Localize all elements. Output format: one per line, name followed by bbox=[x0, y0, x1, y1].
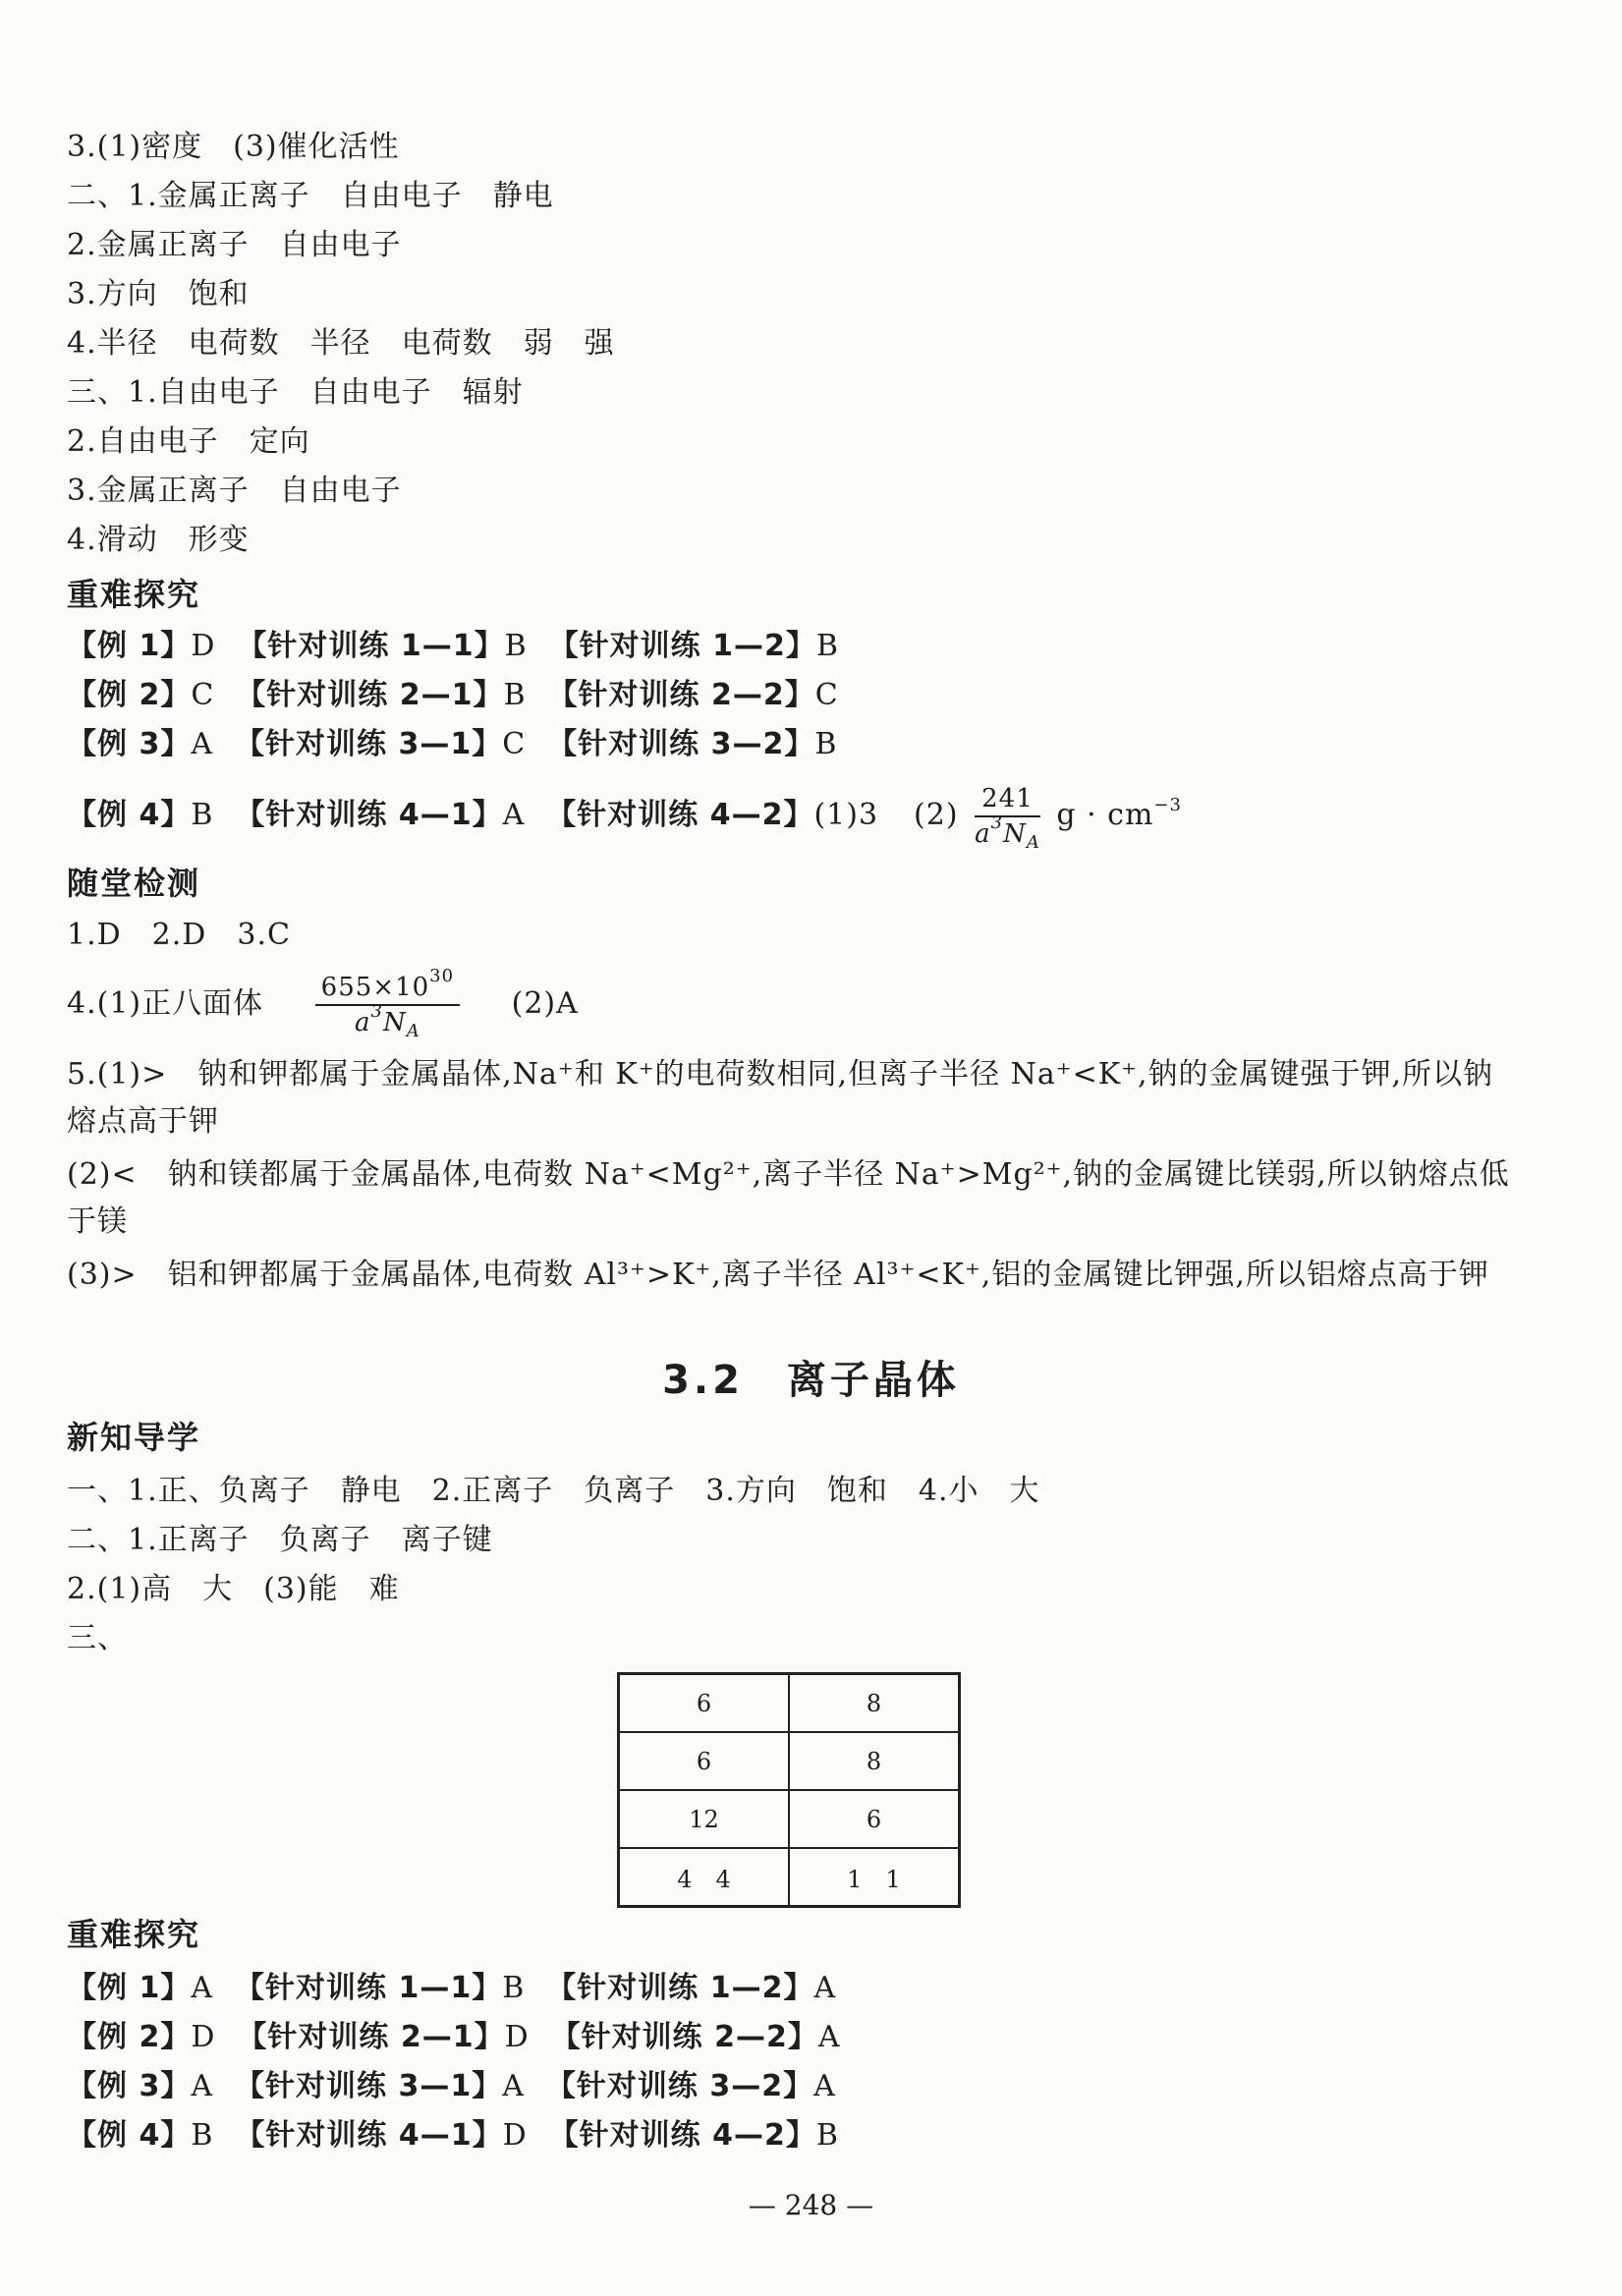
training-label: 【针对训练 2—1】 bbox=[236, 678, 504, 712]
answer: (1)3 bbox=[813, 798, 879, 832]
answer-paragraph: 5.(1)> 钠和钾都属于金属晶体,Na⁺和 K⁺的电荷数相同,但离子半径 Na⁺<K⁺,钠的金属键强于钾,所以钠熔点高于钾 bbox=[67, 1057, 1494, 1139]
section-heading: 重难探究 bbox=[67, 576, 201, 613]
example-label: 【例 2】 bbox=[67, 678, 192, 712]
answer-row bbox=[67, 627, 839, 666]
answer-line: 2.自由电子 定向 bbox=[67, 424, 310, 459]
example-label: 【例 2】 bbox=[67, 2020, 192, 2054]
answer: B bbox=[191, 2118, 214, 2153]
training-label: 【针对训练 1—1】 bbox=[237, 629, 505, 663]
table-cell: 6 bbox=[619, 1732, 790, 1790]
answer: B bbox=[503, 678, 527, 712]
section-heading: 重难探究 bbox=[67, 1916, 201, 1953]
answer-row bbox=[67, 2067, 836, 2106]
answer-row bbox=[67, 2116, 839, 2156]
section-heading: 随堂检测 bbox=[67, 865, 201, 902]
answer: C bbox=[191, 678, 215, 712]
answer-line: 一、1.正、负离子 静电 2.正离子 负离子 3.方向 饱和 4.小 大 bbox=[67, 1474, 1040, 1508]
section-heading: 新知导学 bbox=[67, 1419, 201, 1456]
table-cell: 12 bbox=[619, 1790, 790, 1848]
answer-line: 二、1.金属正离子 自由电子 静电 bbox=[67, 179, 554, 213]
answer-row bbox=[67, 1969, 836, 2008]
table-cell: 4 4 bbox=[619, 1848, 790, 1907]
fraction-denominator: $a^3N_A$ bbox=[355, 1001, 420, 1041]
table-cell: 6 bbox=[789, 1790, 960, 1848]
table-row bbox=[619, 1732, 960, 1790]
answer-row bbox=[67, 725, 837, 764]
answer: D bbox=[502, 2118, 528, 2153]
answer: A bbox=[813, 2069, 836, 2103]
table-cell: 8 bbox=[789, 1674, 960, 1733]
answer: 4.(1)正八面体 bbox=[67, 986, 264, 1021]
answer: B bbox=[815, 2118, 839, 2153]
training-label: 【针对训练 3—1】 bbox=[235, 2069, 503, 2103]
table-row bbox=[619, 1790, 960, 1848]
answer-paragraph: (2)< 钠和镁都属于金属晶体,电荷数 Na⁺<Mg²⁺,离子半径 Na⁺>Mg²⁺,钠的金属键比镁弱,所以钠熔点低于镁 bbox=[67, 1157, 1510, 1239]
answer: B bbox=[814, 727, 838, 761]
fraction-denominator: $a^3N_A$ bbox=[975, 812, 1040, 853]
table-row bbox=[619, 1848, 960, 1907]
training-label: 【针对训练 2—2】 bbox=[550, 2020, 818, 2054]
answer-line: 二、1.正离子 负离子 离子键 bbox=[67, 1523, 493, 1557]
unit-exponent: −3 bbox=[1153, 795, 1182, 815]
table-cell: 8 bbox=[789, 1732, 960, 1790]
coordination-table bbox=[617, 1672, 961, 1908]
table-row bbox=[619, 1674, 960, 1733]
answer: A bbox=[502, 798, 526, 832]
training-label: 【针对训练 2—1】 bbox=[237, 2020, 505, 2054]
training-label: 【针对训练 4—2】 bbox=[546, 798, 814, 832]
answer-line: 2.金属正离子 自由电子 bbox=[67, 228, 402, 262]
table-cell: 6 bbox=[619, 1674, 790, 1733]
answer: B bbox=[502, 1971, 526, 2005]
example-label: 【例 4】 bbox=[67, 2118, 192, 2153]
fraction-numerator: 241 bbox=[975, 782, 1040, 817]
training-label: 【针对训练 3—2】 bbox=[545, 2069, 814, 2103]
answer-line: 1.D 2.D 3.C bbox=[67, 918, 291, 952]
page-number: — 248 — bbox=[748, 2189, 874, 2221]
answer: D bbox=[191, 2020, 216, 2054]
answer-line: 2.(1)高 大 (3)能 难 bbox=[67, 1572, 400, 1606]
answer: B bbox=[815, 629, 839, 663]
answer: C bbox=[814, 678, 839, 712]
training-label: 【针对训练 1—2】 bbox=[548, 629, 816, 663]
example-label: 【例 1】 bbox=[67, 629, 192, 663]
answer: A bbox=[502, 2069, 525, 2103]
answer-line: 4.滑动 形变 bbox=[67, 523, 250, 557]
answer-row bbox=[67, 2018, 841, 2057]
answer-line: 3.金属正离子 自由电子 bbox=[67, 474, 402, 508]
training-label: 【针对训练 1—1】 bbox=[235, 1971, 503, 2005]
answer-line: 三、 bbox=[67, 1621, 128, 1655]
training-label: 【针对训练 3—1】 bbox=[235, 727, 503, 761]
training-label: 【针对训练 3—2】 bbox=[547, 727, 815, 761]
answer: A bbox=[813, 1971, 837, 2005]
answer: D bbox=[504, 2020, 530, 2054]
answer-row bbox=[67, 676, 839, 715]
answer: A bbox=[191, 1971, 213, 2005]
training-label: 【针对训练 4—1】 bbox=[235, 798, 503, 832]
example-label: 【例 1】 bbox=[67, 1971, 192, 2005]
answer: (2)A bbox=[511, 986, 579, 1021]
answer: A bbox=[817, 2020, 841, 2054]
training-label: 【针对训练 4—2】 bbox=[548, 2118, 816, 2153]
answer: B bbox=[191, 798, 214, 832]
example-label: 【例 3】 bbox=[67, 727, 192, 761]
answer: (2) bbox=[914, 798, 959, 832]
training-label: 【针对训练 4—1】 bbox=[235, 2118, 503, 2153]
example-label: 【例 3】 bbox=[67, 2069, 192, 2103]
unit: g · cm bbox=[1056, 798, 1154, 832]
answer-line: 3.方向 饱和 bbox=[67, 277, 250, 311]
section-title: 3.2 离子晶体 bbox=[662, 1358, 960, 1403]
density-fraction bbox=[975, 782, 1040, 851]
answer: C bbox=[502, 727, 527, 761]
training-label: 【针对训练 2—2】 bbox=[547, 678, 815, 712]
answer-row bbox=[67, 963, 579, 1045]
answer: A bbox=[191, 2069, 213, 2103]
answer-paragraph: (3)> 铝和钾都属于金属晶体,电荷数 Al³⁺>K⁺,离子半径 Al³⁺<K⁺,铝的金属键比钾强,所以铝熔点高于钾 bbox=[67, 1258, 1489, 1292]
training-label: 【针对训练 1—2】 bbox=[546, 1971, 814, 2005]
example-label: 【例 4】 bbox=[67, 798, 192, 832]
answer-line: 4.半径 电荷数 半径 电荷数 弱 强 bbox=[67, 326, 615, 361]
answer: B bbox=[504, 629, 528, 663]
answer-line: 3.(1)密度 (3)催化活性 bbox=[67, 130, 400, 164]
density-fraction bbox=[315, 966, 460, 1041]
answer-line: 三、1.自由电子 自由电子 辐射 bbox=[67, 375, 524, 410]
table-cell: 1 1 bbox=[789, 1848, 960, 1907]
answer: A bbox=[191, 727, 213, 761]
fraction-numerator: $655\times 10^{30}$ bbox=[315, 971, 460, 1006]
answer-row bbox=[67, 776, 1182, 855]
answer: D bbox=[191, 629, 216, 663]
